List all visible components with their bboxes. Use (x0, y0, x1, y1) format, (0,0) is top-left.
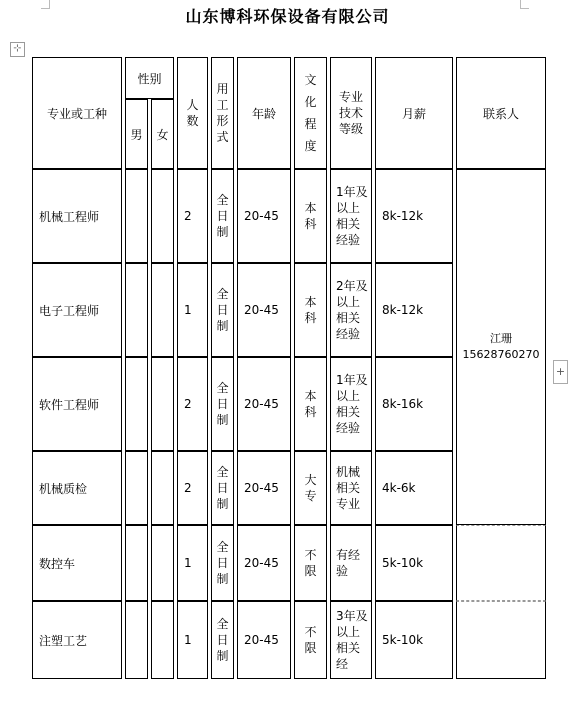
cell-count: 2 (177, 451, 208, 525)
header-gender: 性别 (125, 57, 174, 99)
cell-employment: 全日制 (211, 451, 234, 525)
cell-male (125, 601, 148, 679)
contact-empty-cell (456, 601, 546, 679)
cell-salary: 4k-6k (375, 451, 453, 525)
cell-male (125, 169, 148, 263)
table-row (32, 601, 546, 679)
cell-female (151, 169, 174, 263)
cell-major: 电子工程师 (32, 263, 122, 357)
cell-male (125, 451, 148, 525)
cell-salary: 5k-10k (375, 525, 453, 601)
table-row (32, 169, 546, 263)
cell-education: 大专 (294, 451, 327, 525)
cell-skill: 1年及以上相关经验 (330, 357, 372, 451)
cell-education: 本科 (294, 169, 327, 263)
table-move-icon[interactable]: ⊹ (10, 42, 25, 57)
cell-major: 机械质检 (32, 451, 122, 525)
cell-female (151, 357, 174, 451)
contact-phone: 15628760270 (462, 348, 540, 361)
cell-employment: 全日制 (211, 169, 234, 263)
recruitment-table (29, 57, 549, 679)
cell-major: 数控车 (32, 525, 122, 601)
cell-count: 1 (177, 263, 208, 357)
cell-age: 20-45 (237, 263, 291, 357)
header-skill: 专业技术等级 (330, 57, 372, 169)
cell-count: 2 (177, 357, 208, 451)
cell-female (151, 601, 174, 679)
cell-education: 不限 (294, 601, 327, 679)
cell-salary: 8k-12k (375, 169, 453, 263)
contact-cell (456, 169, 546, 525)
cell-male (125, 263, 148, 357)
company-title: 山东博科环保设备有限公司 (185, 7, 390, 26)
cell-employment: 全日制 (211, 263, 234, 357)
header-count: 人数 (177, 57, 208, 169)
header-age: 年龄 (237, 57, 291, 169)
header-education: 文化程度 (294, 57, 327, 169)
cell-education: 不限 (294, 525, 327, 601)
cell-employment: 全日制 (211, 525, 234, 601)
cell-education: 本科 (294, 357, 327, 451)
cell-female (151, 525, 174, 601)
cell-male (125, 525, 148, 601)
header-salary: 月薪 (375, 57, 453, 169)
cell-skill: 1年及以上相关经验 (330, 169, 372, 263)
cell-count: 2 (177, 169, 208, 263)
cell-major: 注塑工艺 (32, 601, 122, 679)
cell-major: 软件工程师 (32, 357, 122, 451)
contact-empty-cell (456, 525, 546, 601)
header-female: 女 (151, 99, 174, 169)
header-male: 男 (125, 99, 148, 169)
cell-age: 20-45 (237, 169, 291, 263)
cell-skill: 2年及以上相关经验 (330, 263, 372, 357)
cell-female (151, 263, 174, 357)
cell-salary: 5k-10k (375, 601, 453, 679)
cell-age: 20-45 (237, 451, 291, 525)
contact-name: 江珊 (490, 332, 512, 345)
cell-skill: 有经验 (330, 525, 372, 601)
cell-age: 20-45 (237, 357, 291, 451)
cell-count: 1 (177, 525, 208, 601)
cell-male (125, 357, 148, 451)
cell-age: 20-45 (237, 525, 291, 601)
cell-female (151, 451, 174, 525)
cell-skill: 机械相关专业 (330, 451, 372, 525)
table-row (32, 525, 546, 601)
header-employment: 用工形式 (211, 57, 234, 169)
add-column-icon[interactable]: + (553, 360, 568, 384)
cell-salary: 8k-12k (375, 263, 453, 357)
cell-skill: 3年及以上相关经 (330, 601, 372, 679)
cell-age: 20-45 (237, 601, 291, 679)
cell-major: 机械工程师 (32, 169, 122, 263)
cell-employment: 全日制 (211, 357, 234, 451)
cell-education: 本科 (294, 263, 327, 357)
cell-employment: 全日制 (211, 601, 234, 679)
cell-salary: 8k-16k (375, 357, 453, 451)
header-major: 专业或工种 (32, 57, 122, 169)
header-contact: 联系人 (456, 57, 546, 169)
cell-count: 1 (177, 601, 208, 679)
